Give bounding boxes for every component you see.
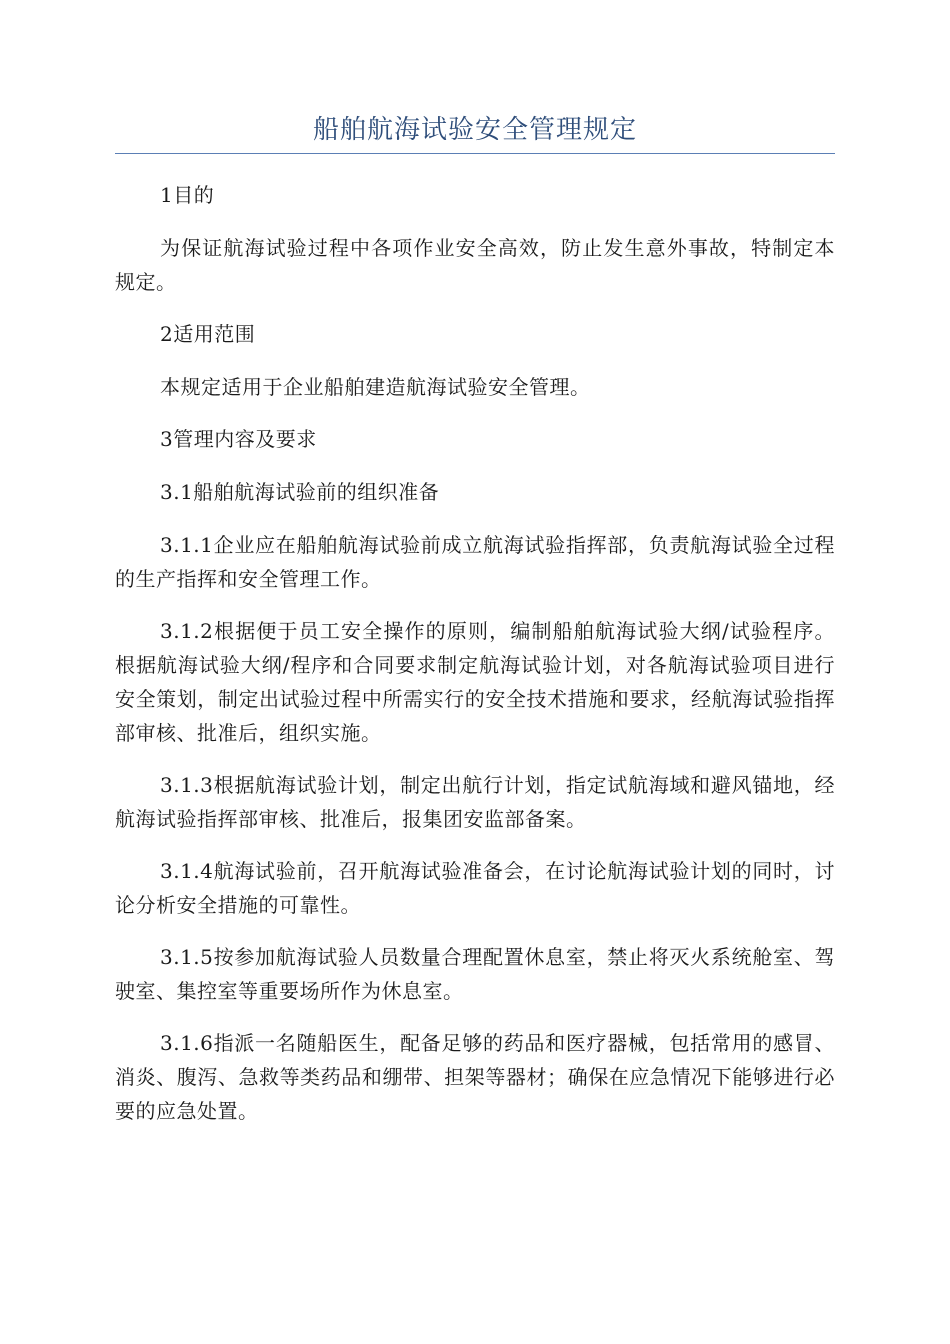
clause-3-1-1: 3.1.1企业应在船舶航海试验前成立航海试验指挥部，负责航海试验全过程的生产指挥和安全管理工作。	[115, 533, 835, 591]
clause-3-1-6: 3.1.6指派一名随船医生，配备足够的药品和医疗器械，包括常用的感冒、消炎、腹泻、急救等类药品和绷带、担架等器材；确保在应急情况下能够进行必要的应急处置。	[115, 1031, 835, 1123]
subsection-heading-3-1: 3.1船舶航海试验前的组织准备	[160, 480, 440, 504]
paragraph-scope: 本规定适用于企业船舶建造航海试验安全管理。	[160, 375, 591, 399]
clause-3-1-5: 3.1.5按参加航海试验人员数量合理配置休息室，禁止将灭火系统舱室、驾驶室、集控室等重要场所作为休息室。	[115, 945, 835, 1003]
document-title: 船舶航海试验安全管理规定	[312, 115, 637, 145]
clause-3-1-2: 3.1.2根据便于员工安全操作的原则，编制船舶航海试验大纲/试验程序。根据航海试验大纲/程序和合同要求制定航海试验计划，对各航海试验项目进行安全策划，制定出试验过程中所需实行的安全技术措施和要求，经航海试验指挥部审核、批准后，组织实施。	[115, 619, 835, 745]
title-underline	[115, 153, 835, 154]
paragraph-purpose: 为保证航海试验过程中各项作业安全高效，防止发生意外事故，特制定本规定。	[115, 236, 835, 294]
section-heading-scope: 2适用范围	[160, 322, 256, 346]
section-heading-purpose: 1目的	[160, 183, 215, 207]
section-heading-content: 3管理内容及要求	[160, 427, 317, 451]
document-body	[115, 178, 835, 1146]
clause-3-1-3: 3.1.3根据航海试验计划，制定出航行计划，指定试航海域和避风锚地，经航海试验指挥部审核、批准后，报集团安监部备案。	[115, 773, 835, 831]
clause-3-1-4: 3.1.4航海试验前，召开航海试验准备会，在讨论航海试验计划的同时，讨论分析安全措施的可靠性。	[115, 859, 835, 917]
